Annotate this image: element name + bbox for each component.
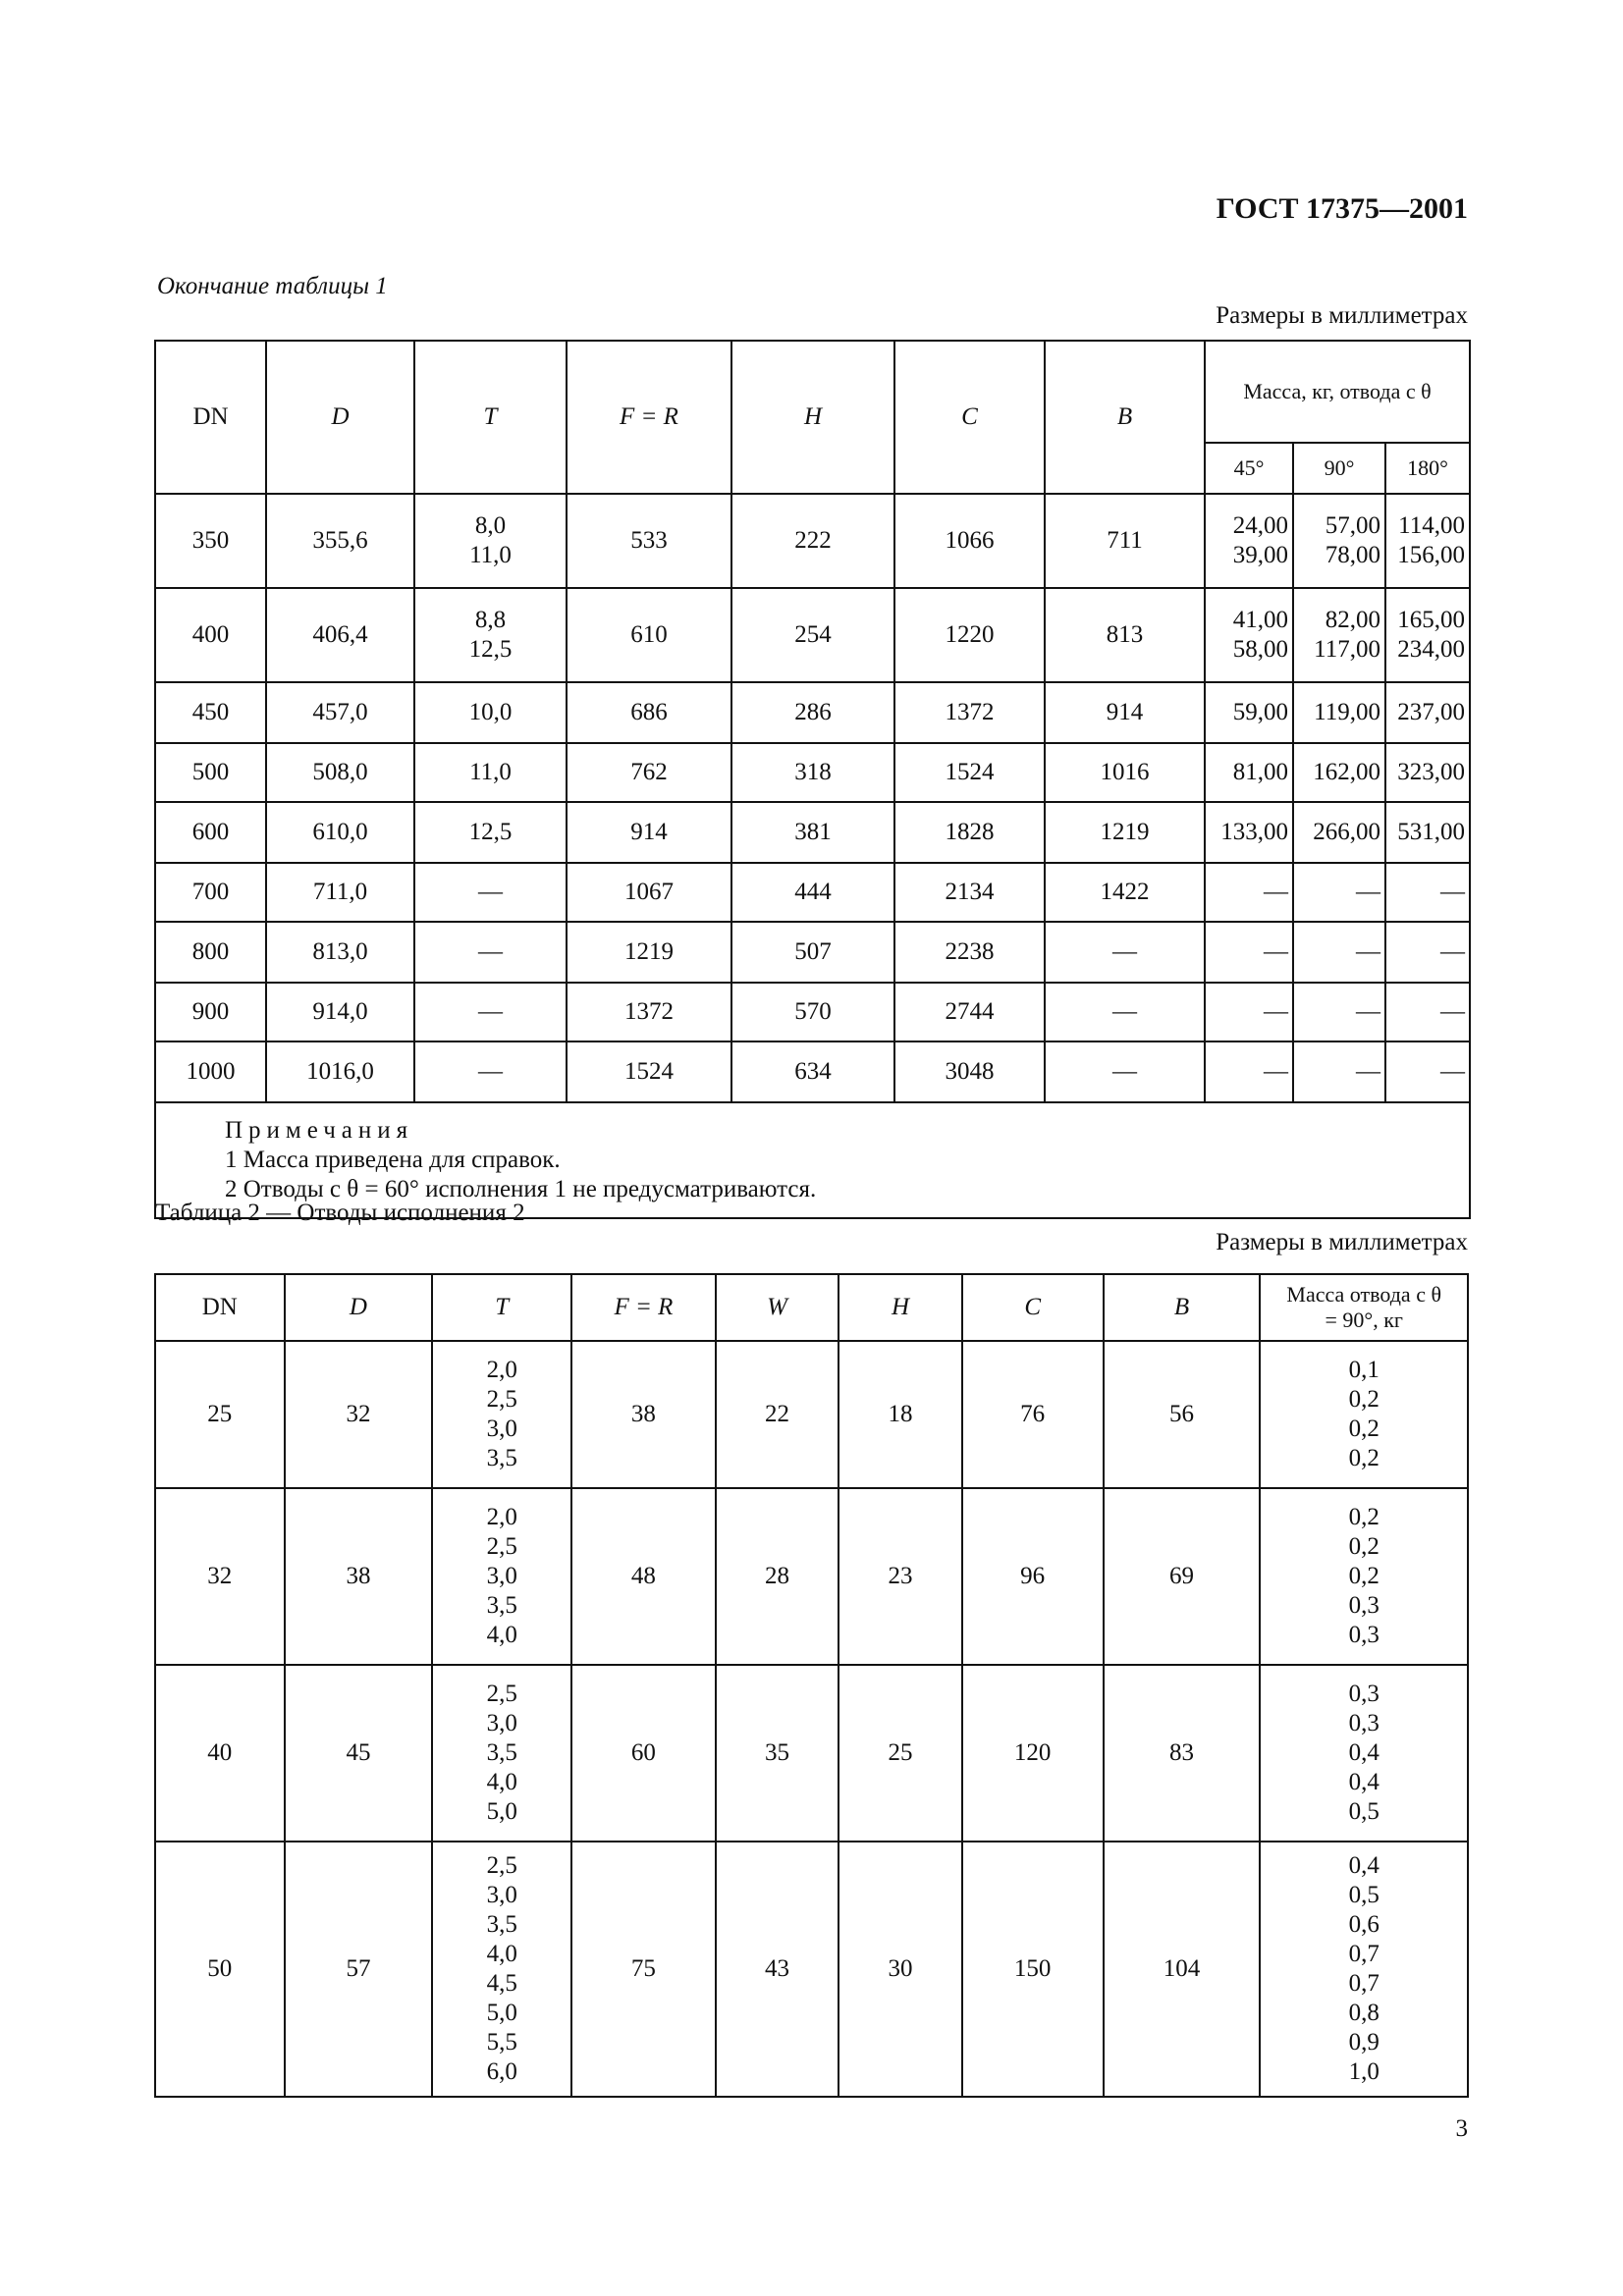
t2-header-fr: F = R <box>571 1274 716 1341</box>
table-row <box>155 1665 1468 1842</box>
t1-cell-b: — <box>1045 983 1205 1041</box>
t1-header-t: T <box>414 341 567 494</box>
t1-cell-d: 508,0 <box>266 743 414 802</box>
t1-cell-d: 355,6 <box>266 494 414 588</box>
t2-cell-fr: 60 <box>571 1665 716 1842</box>
t1-cell-b: 1219 <box>1045 802 1205 863</box>
t1-cell-m45: — <box>1205 922 1293 983</box>
t1-cell-h: 254 <box>731 588 894 682</box>
t1-cell-b: — <box>1045 1041 1205 1102</box>
t1-cell-c: 3048 <box>894 1041 1045 1102</box>
t1-cell-t: 12,5 <box>414 802 567 863</box>
t2-header-t: T <box>432 1274 571 1341</box>
t2-header-b: B <box>1104 1274 1261 1341</box>
t1-cell-d: 406,4 <box>266 588 414 682</box>
table1-caption: Окончание таблицы 1 <box>157 273 388 299</box>
t1-cell-d: 457,0 <box>266 682 414 743</box>
t1-note-2: 2 Отводы с θ = 60° исполнения 1 не предусматриваются. <box>225 1176 817 1202</box>
table2 <box>154 1273 1469 2098</box>
t1-cell-b: — <box>1045 922 1205 983</box>
t1-cell-t: — <box>414 863 567 922</box>
t1-cell-m45: 24,00 39,00 <box>1205 494 1293 588</box>
t2-cell-dn: 40 <box>155 1665 285 1842</box>
t1-cell-h: 570 <box>731 983 894 1041</box>
t1-cell-dn: 800 <box>155 922 266 983</box>
t1-cell-dn: 1000 <box>155 1041 266 1102</box>
t2-cell-c: 120 <box>962 1665 1104 1842</box>
t1-cell-h: 634 <box>731 1041 894 1102</box>
t1-cell-fr: 533 <box>567 494 731 588</box>
t1-cell-m180: 531,00 <box>1385 802 1470 863</box>
t1-cell-c: 2238 <box>894 922 1045 983</box>
t1-cell-c: 1524 <box>894 743 1045 802</box>
t1-cell-dn: 700 <box>155 863 266 922</box>
t1-header-dn: DN <box>155 341 266 494</box>
t1-cell-c: 1372 <box>894 682 1045 743</box>
t2-cell-t: 2,0 2,5 3,0 3,5 4,0 <box>432 1488 571 1665</box>
t1-cell-m180: — <box>1385 863 1470 922</box>
t1-cell-h: 222 <box>731 494 894 588</box>
t2-header-w: W <box>716 1274 839 1341</box>
t2-cell-t: 2,0 2,5 3,0 3,5 <box>432 1341 571 1488</box>
t1-cell-b: 711 <box>1045 494 1205 588</box>
t1-cell-fr: 1067 <box>567 863 731 922</box>
t1-cell-fr: 1372 <box>567 983 731 1041</box>
t1-cell-b: 1422 <box>1045 863 1205 922</box>
t1-cell-c: 1066 <box>894 494 1045 588</box>
t2-header-d: D <box>285 1274 433 1341</box>
t1-cell-b: 813 <box>1045 588 1205 682</box>
t1-cell-m45: 81,00 <box>1205 743 1293 802</box>
t1-cell-m45: — <box>1205 1041 1293 1102</box>
t2-cell-d: 45 <box>285 1665 433 1842</box>
t2-header-c: C <box>962 1274 1104 1341</box>
t2-cell-w: 22 <box>716 1341 839 1488</box>
t1-cell-dn: 900 <box>155 983 266 1041</box>
t1-cell-m90: 57,00 78,00 <box>1293 494 1385 588</box>
t1-header-h: H <box>731 341 894 494</box>
table-row <box>155 1041 1470 1102</box>
t1-cell-d: 1016,0 <box>266 1041 414 1102</box>
t2-cell-w: 28 <box>716 1488 839 1665</box>
t1-cell-dn: 350 <box>155 494 266 588</box>
t2-cell-h: 30 <box>839 1842 962 2097</box>
t1-cell-m180: — <box>1385 983 1470 1041</box>
t2-cell-t: 2,5 3,0 3,5 4,0 4,5 5,0 5,5 6,0 <box>432 1842 571 2097</box>
t1-header-mass: Масса, кг, отвода с θ <box>1205 341 1470 443</box>
table2-caption: Таблица 2 — Отводы исполнения 2 <box>155 1200 525 1226</box>
table-row <box>155 922 1470 983</box>
t1-cell-m90: 119,00 <box>1293 682 1385 743</box>
t1-cell-c: 1220 <box>894 588 1045 682</box>
t1-cell-fr: 610 <box>567 588 731 682</box>
t1-cell-fr: 762 <box>567 743 731 802</box>
t2-cell-fr: 38 <box>571 1341 716 1488</box>
t1-header-b: B <box>1045 341 1205 494</box>
t1-cell-dn: 450 <box>155 682 266 743</box>
t2-cell-d: 32 <box>285 1341 433 1488</box>
t1-cell-h: 381 <box>731 802 894 863</box>
t1-cell-t: 8,0 11,0 <box>414 494 567 588</box>
table-row <box>155 802 1470 863</box>
t2-cell-h: 25 <box>839 1665 962 1842</box>
document-title: ГОСТ 17375—2001 <box>1216 192 1468 225</box>
t2-cell-dn: 25 <box>155 1341 285 1488</box>
t1-note-1: 1 Масса приведена для справок. <box>225 1147 561 1173</box>
t1-cell-b: 914 <box>1045 682 1205 743</box>
t1-cell-t: — <box>414 1041 567 1102</box>
t2-cell-d: 38 <box>285 1488 433 1665</box>
t1-cell-t: — <box>414 922 567 983</box>
t1-cell-d: 914,0 <box>266 983 414 1041</box>
t2-cell-b: 56 <box>1104 1341 1261 1488</box>
t1-cell-h: 507 <box>731 922 894 983</box>
table-row <box>155 983 1470 1041</box>
table-row <box>155 1488 1468 1665</box>
t1-cell-h: 444 <box>731 863 894 922</box>
page-number: 3 <box>1455 2115 1468 2142</box>
t1-cell-m45: — <box>1205 983 1293 1041</box>
table1-units: Размеры в миллиметрах <box>1216 302 1468 329</box>
t2-cell-b: 83 <box>1104 1665 1261 1842</box>
table-row <box>155 863 1470 922</box>
t1-cell-m45: — <box>1205 863 1293 922</box>
t1-header-m180: 180° <box>1385 443 1470 494</box>
t2-header-h: H <box>839 1274 962 1341</box>
t2-cell-t: 2,5 3,0 3,5 4,0 5,0 <box>432 1665 571 1842</box>
t1-cell-t: 10,0 <box>414 682 567 743</box>
t1-cell-m180: 237,00 <box>1385 682 1470 743</box>
table-row <box>155 494 1470 588</box>
table-row <box>155 1341 1468 1488</box>
t1-cell-dn: 500 <box>155 743 266 802</box>
table2-units: Размеры в миллиметрах <box>1216 1229 1468 1255</box>
t1-cell-d: 610,0 <box>266 802 414 863</box>
t1-cell-m180: 165,00 234,00 <box>1385 588 1470 682</box>
table-row <box>155 588 1470 682</box>
t2-cell-mass: 0,4 0,5 0,6 0,7 0,7 0,8 0,9 1,0 <box>1260 1842 1468 2097</box>
t1-cell-b: 1016 <box>1045 743 1205 802</box>
t1-cell-h: 286 <box>731 682 894 743</box>
table1 <box>154 340 1471 1219</box>
t1-header-m90: 90° <box>1293 443 1385 494</box>
t1-cell-m90: — <box>1293 922 1385 983</box>
t1-cell-fr: 686 <box>567 682 731 743</box>
t1-cell-dn: 600 <box>155 802 266 863</box>
t1-cell-m180: 114,00 156,00 <box>1385 494 1470 588</box>
t1-cell-m90: — <box>1293 1041 1385 1102</box>
t2-cell-b: 69 <box>1104 1488 1261 1665</box>
t2-cell-dn: 32 <box>155 1488 285 1665</box>
t2-cell-d: 57 <box>285 1842 433 2097</box>
t2-cell-h: 23 <box>839 1488 962 1665</box>
t1-cell-t: 8,8 12,5 <box>414 588 567 682</box>
t2-header-mass: Масса отвода с θ = 90°, кг <box>1260 1274 1468 1341</box>
t1-cell-h: 318 <box>731 743 894 802</box>
t1-header-m45: 45° <box>1205 443 1293 494</box>
t1-cell-m90: — <box>1293 863 1385 922</box>
t2-cell-c: 150 <box>962 1842 1104 2097</box>
t2-cell-h: 18 <box>839 1341 962 1488</box>
table-row <box>155 743 1470 802</box>
t1-cell-m90: 82,00 117,00 <box>1293 588 1385 682</box>
t1-cell-m180: — <box>1385 922 1470 983</box>
table-row <box>155 682 1470 743</box>
t1-cell-fr: 1219 <box>567 922 731 983</box>
t2-cell-fr: 75 <box>571 1842 716 2097</box>
t1-cell-t: — <box>414 983 567 1041</box>
t1-cell-c: 2744 <box>894 983 1045 1041</box>
t1-cell-m180: — <box>1385 1041 1470 1102</box>
t1-cell-c: 1828 <box>894 802 1045 863</box>
t1-notes-title: Примечания <box>225 1117 414 1144</box>
t1-cell-m45: 59,00 <box>1205 682 1293 743</box>
t2-cell-fr: 48 <box>571 1488 716 1665</box>
t1-cell-d: 711,0 <box>266 863 414 922</box>
t2-cell-w: 43 <box>716 1842 839 2097</box>
t2-cell-mass: 0,1 0,2 0,2 0,2 <box>1260 1341 1468 1488</box>
t2-cell-b: 104 <box>1104 1842 1261 2097</box>
t1-cell-d: 813,0 <box>266 922 414 983</box>
t2-cell-dn: 50 <box>155 1842 285 2097</box>
t2-header-dn: DN <box>155 1274 285 1341</box>
t2-cell-mass: 0,2 0,2 0,2 0,3 0,3 <box>1260 1488 1468 1665</box>
t2-cell-w: 35 <box>716 1665 839 1842</box>
t2-cell-c: 96 <box>962 1488 1104 1665</box>
t1-cell-fr: 914 <box>567 802 731 863</box>
t1-cell-dn: 400 <box>155 588 266 682</box>
t1-header-fr: F = R <box>567 341 731 494</box>
t1-cell-m90: 266,00 <box>1293 802 1385 863</box>
t1-cell-c: 2134 <box>894 863 1045 922</box>
t1-cell-t: 11,0 <box>414 743 567 802</box>
t2-cell-mass: 0,3 0,3 0,4 0,4 0,5 <box>1260 1665 1468 1842</box>
t1-cell-m90: — <box>1293 983 1385 1041</box>
t1-cell-m45: 41,00 58,00 <box>1205 588 1293 682</box>
t1-cell-m90: 162,00 <box>1293 743 1385 802</box>
t1-header-d: D <box>266 341 414 494</box>
t1-cell-m180: 323,00 <box>1385 743 1470 802</box>
table-row <box>155 1842 1468 2097</box>
t2-cell-c: 76 <box>962 1341 1104 1488</box>
t1-cell-fr: 1524 <box>567 1041 731 1102</box>
t1-header-c: C <box>894 341 1045 494</box>
t1-cell-m45: 133,00 <box>1205 802 1293 863</box>
